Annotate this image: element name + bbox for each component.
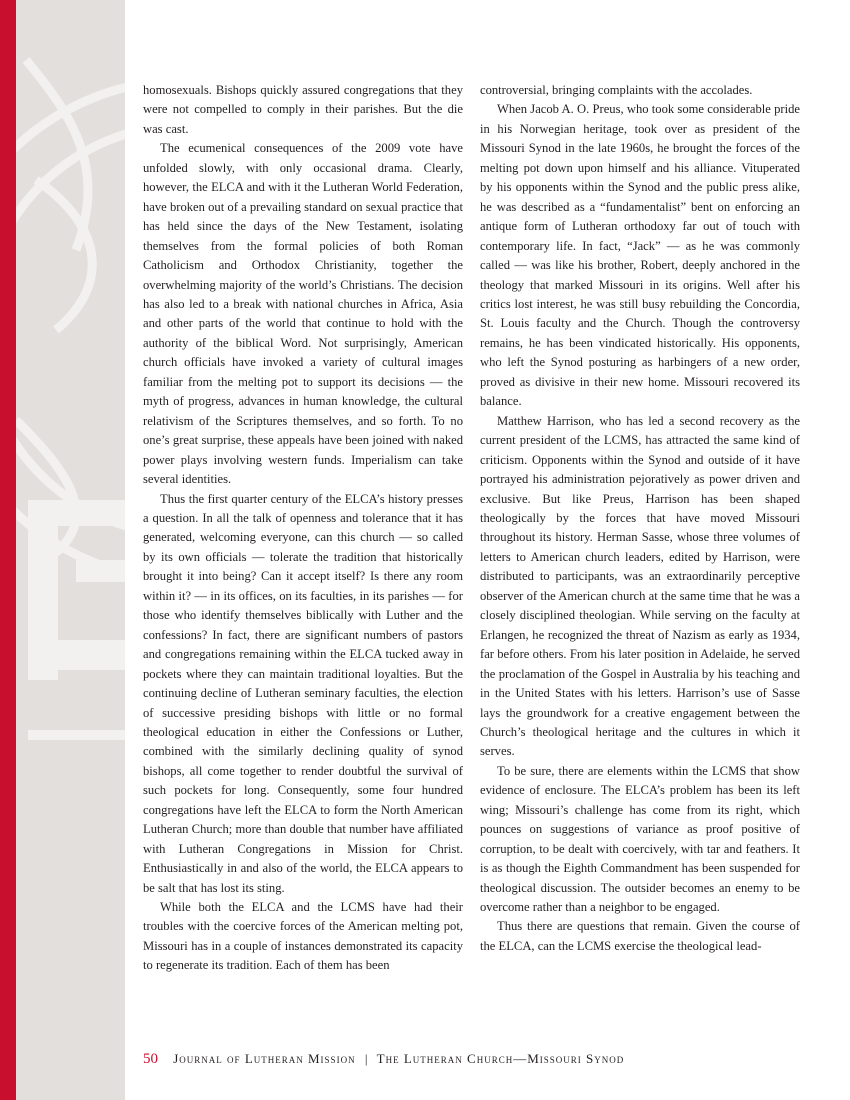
page-number: 50 xyxy=(143,1051,158,1067)
journal-title: Journal of Lutheran Mission xyxy=(173,1051,356,1066)
page-footer xyxy=(143,1051,624,1068)
watermark-logo xyxy=(16,0,125,1100)
paragraph: controversial, bringing complaints with the accolades. xyxy=(480,83,753,97)
paragraph: The ecumenical consequences of the 2009 vote have unfolded slowly, with only occasional drama. Clearly, however, the ELCA and with it the Lutheran World Federation, have broken out of a prevailing standard on sexual practice that has held since the days of the New Testament, isolating themselves from the formal policies of both Roman Catholicism and Orthodox Christianity, together the overwhelming majority of the world’s Christians. The decision has also led to a break with national churches in Africa, Asia and other parts of the world that continue to hold with the authority of the biblical Word. Not surprisingly, American church officials have invoked a variety of cultural images familiar from the melting pot to support its decisions — the myth of progress, advances in human knowledge, the cultural relativism of the Scriptures themselves, and so forth. To no one’s great surprise, these appeals have been joined with naked power plays involving western funds. Imperialism can take several identities. xyxy=(143,141,463,487)
paragraph: Thus the first quarter century of the ELCA’s history presses a question. In all the talk of openness and tolerance that it has generated, welcoming everyone, can this church — so called by its own officials — tolerate the tradition that historically brought it into being? Can it accept itself? Is there any room within it? — in its offices, on its faculties, in its parishes — for those who identify themselves biblically with Luther and the confessions? In fact, there are significant numbers of pastors and congregations remaining within the ELCA tucked away in pockets where they can maintain traditional loyalties. But the continuing decline of Lutheran seminary faculties, the election of successive presiding bishops with little or no formal theological education in either the Confessions or Luther, combined with the similarly declining quality of synod bishops, all come together to render doubtful the survival of such pockets for long. Consequently, some four hundred congregations have left the ELCA to form the North American Lutheran Church; more than double that number have affiliated with Lutheran Congregations in Mission for Christ. Enthusiastically in and also of the world, the ELCA appears to be salt that has lost its sting. xyxy=(143,491,463,895)
paragraph: To be sure, there are elements within the LCMS that show evidence of enclosure. The ELCA’s problem has been its left wing; Missouri’s challenge has come from its right, which pounces on suggestions of variance as proof positive of corruption, to be dealt with coercively, with tar and feathers. It is as though the Eighth Commandment has been suspended for theological discussion. The outsider becomes an enemy to be overcome rather than a neighbor to be engaged. xyxy=(480,763,800,915)
right-column xyxy=(480,81,800,956)
decorative-side-panel xyxy=(16,0,125,1100)
publisher-name: The Lutheran Church—Missouri Synod xyxy=(376,1051,625,1066)
red-accent-strip xyxy=(0,0,16,1100)
paragraph: When Jacob A. O. Preus, who took some considerable pride in his Norwegian heritage, took over as president of the Missouri Synod in the late 1960s, he brought the forces of the melting pot down upon himself and his alliance. Vituperated by his opponents within the Synod and the public press alike, he was described as a “fundamentalist” bent on enforcing an antique form of Lutheran orthodoxy far out of touch with contemporary life. In fact, “Jack” — as he was commonly called — was like his brother, Robert, deeply anchored in the theology that marked Missouri in its origins. Well after his critics lost interest, he was still busy rebuilding the Concordia, St. Louis faculty and the Church. Though the controversy remains, he has been vindicated historically. His opponents, who left the Synod posturing as harbingers of a new order, proved as divisive in their new home. Missouri recovered its balance. xyxy=(480,102,800,409)
paragraph: While both the ELCA and the LCMS have had their troubles with the coercive forces of the American melting pot, Missouri has in a couple of instances demonstrated its capacity to regenerate its tradition. Each of them has been xyxy=(143,900,463,973)
left-column xyxy=(143,81,463,976)
paragraph: homosexuals. Bishops quickly assured congregations that they were not compelled to comply in their parishes. But the die was cast. xyxy=(143,83,463,136)
paragraph: Thus there are questions that remain. Given the course of the ELCA, can the LCMS exercise the theological lead- xyxy=(480,919,800,953)
paragraph: Matthew Harrison, who has led a second recovery as the current president of the LCMS, has attracted the same kind of criticism. Opponents within the Synod and outside of it have portrayed his administration pejoratively as power driven and exclusive. But like Preus, Harrison has been shaped theologically by the forces that have moved Missouri throughout its history. Herman Sasse, whose three volumes of letters to American church leaders, edited by Harrison, were distributed to participants, was an extraordinarily perceptive observer of the American church at the same time that he was a closely disciplined theologian. While serving on the faculty at Erlangen, he recognized the threat of Nazism as early as 1934, far before others. From his later position in Adelaide, he served the proclamation of the Gospel in Australia by his teaching and in the United States with his letters. Harrison’s use of Sasse lays the groundwork for a creative engagement between the Church’s theological heritage and the cultures in which it serves. xyxy=(480,413,800,759)
footer-separator: | xyxy=(364,1051,368,1066)
